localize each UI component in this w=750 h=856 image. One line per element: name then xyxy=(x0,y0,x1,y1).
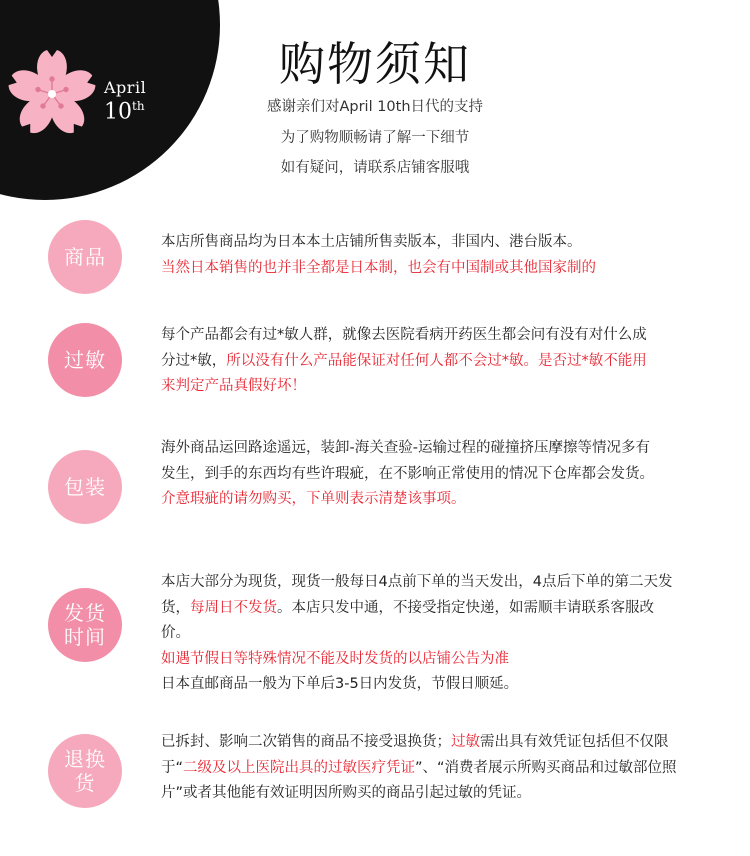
section-label-circle xyxy=(48,734,122,808)
subtitle-line-2: 为了购物顺畅请了解一下细节 xyxy=(280,130,470,146)
brand-line1: April xyxy=(104,78,147,97)
section-label-circle xyxy=(48,450,122,524)
section-label-circle xyxy=(48,323,122,397)
page-title: 购物须知 xyxy=(279,37,471,91)
shipping-direct-mail-note: 日本直邮商品一般为下单后3-5日内发货，节假日顺延。 xyxy=(161,676,519,692)
brand-line2: 10th xyxy=(104,99,145,125)
section-label: 过敏 xyxy=(64,348,106,372)
subtitle-line-3: 如有疑问，请联系店铺客服哦 xyxy=(280,160,470,176)
section-label: 退换 货 xyxy=(64,747,106,795)
section-text: 每个产品都会有过*敏人群，就像去医院看病开药医生都会问有没有对什么成分过*敏，所以没有什么产品能保证对任何人都不会过*敏。是否过*敏不能用来判定产品真假好坏！ xyxy=(161,327,647,394)
section-label: 发货 时间 xyxy=(64,601,106,649)
subtitle-line-1: 感谢亲们对April 10th日代的支持 xyxy=(266,99,484,115)
section-text: 本店所售商品均为日本本土店铺所售卖版本，非国内、港台版本。 当然日本销售的也并非全都是日本制，也会有中国制或其他国家制的 xyxy=(161,234,596,276)
section-label: 包装 xyxy=(64,475,106,499)
section-text: 已拆封、影响二次销售的商品不接受退换货；过敏需出具有效凭证包括但不仅限于“二级及以上医院出具的过敏医疗凭证”、“消费者展示所购买商品和过敏部位照片”或者其他能有效证明因所购买的商品引起过敏的凭证。 xyxy=(161,734,677,801)
section-label-circle xyxy=(48,588,122,662)
section-label-circle xyxy=(48,220,122,294)
section-text: 本店大部分为现货，现货一般每日4点前下单的当天发出，4点后下单的第二天发货，每周日不发货。本店只发中通，不接受指定快递，如需顺丰请联系客服改价。 如遇节假日等特殊情况不能及时发货的以店铺公告为准 日本直邮商品一般为下单后3-5日内发货，节假日顺延。 xyxy=(161,574,673,692)
section-label: 商品 xyxy=(64,245,106,269)
section-text: 海外商品运回路途遥远，装卸-海关查验-运输过程的碰撞挤压摩擦等情况多有发生，到手的东西均有些许瑕疵，在不影响正常使用的情况下仓库都会发货。介意瑕疵的请勿购买，下单则表示清楚该事项。 xyxy=(161,440,654,507)
